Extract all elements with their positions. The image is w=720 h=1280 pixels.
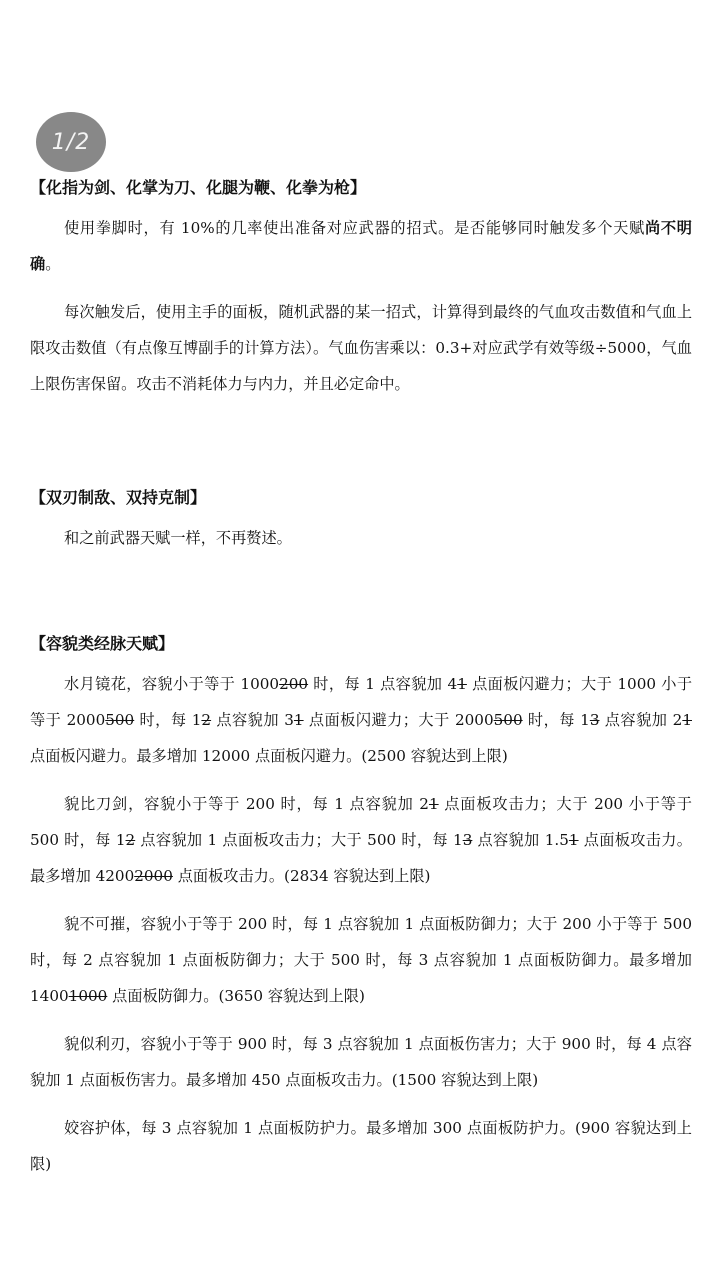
paragraph-maosi: 貌似利刃，容貌小于等于 900 时，每 3 点容貌加 1 点面板伤害力；大于 900 时，每 4 点容貌加 1 点面板伤害力。最多增加 450 点面板攻击力。(1500 容貌达到上限)	[30, 1035, 692, 1089]
paragraph-maobi: 貌比刀剑，容貌小于等于 200 时，每 1 点容貌加 21 点面板攻击力；大于 200 小于等于 500 时，每 12 点容貌加 1 点面板攻击力；大于 500 时，每 13 点容貌加 1.51 点面板攻击力。最多增加 42002000 点面板攻击力。(2834 容貌达到上限)	[30, 795, 692, 885]
page-indicator-badge: 1/2	[36, 112, 106, 172]
paragraph: 和之前武器天赋一样，不再赘述。	[64, 529, 292, 547]
paragraph-jiaorong: 姣容护体，每 3 点容貌加 1 点面板防护力。最多增加 300 点面板防护力。(900 容貌达到上限)	[30, 1119, 692, 1173]
section-heading: 【化指为剑、化掌为刀、化腿为鞭、化拳为枪】	[30, 178, 367, 197]
bold-text: 尚不明确	[30, 219, 692, 273]
section-heading: 【双刃制敌、双持克制】	[30, 488, 207, 507]
paragraph-shuiyue: 水月镜花，容貌小于等于 1000200 时，每 1 点容貌加 41 点面板闪避力；大于 1000 小于等于 2000500 时，每 12 点容貌加 31 点面板闪避力；大于 2000500 时，每 13 点容貌加 21 点面板闪避力。最多增加 12000 点面板闪避力。(2500 容貌达到上限)	[30, 675, 693, 765]
section-dual-blade	[30, 486, 692, 556]
section-heading: 【容貌类经脉天赋】	[30, 634, 175, 653]
paragraph: 使用拳脚时，有 10%的几率使出准备对应武器的招式。是否能够同时触发多个天赋尚不明确。	[30, 219, 692, 273]
section-appearance-talent	[30, 632, 692, 1182]
paragraph-maobuke: 貌不可摧，容貌小于等于 200 时，每 1 点容貌加 1 点面板防御力；大于 200 小于等于 500 时，每 2 点容貌加 1 点面板防御力；大于 500 时，每 3 点容貌加 1 点面板防御力。最多增加 14001000 点面板防御力。(3650 容貌达到上限)	[30, 915, 692, 1005]
section-weapon-talent	[30, 176, 692, 402]
paragraph: 每次触发后，使用主手的面板，随机武器的某一招式，计算得到最终的气血攻击数值和气血上限攻击数值（有点像互博副手的计算方法）。气血伤害乘以：0.3+对应武学有效等级÷5000，气血上限伤害保留。攻击不消耗体力与内力，并且必定命中。	[30, 303, 692, 393]
